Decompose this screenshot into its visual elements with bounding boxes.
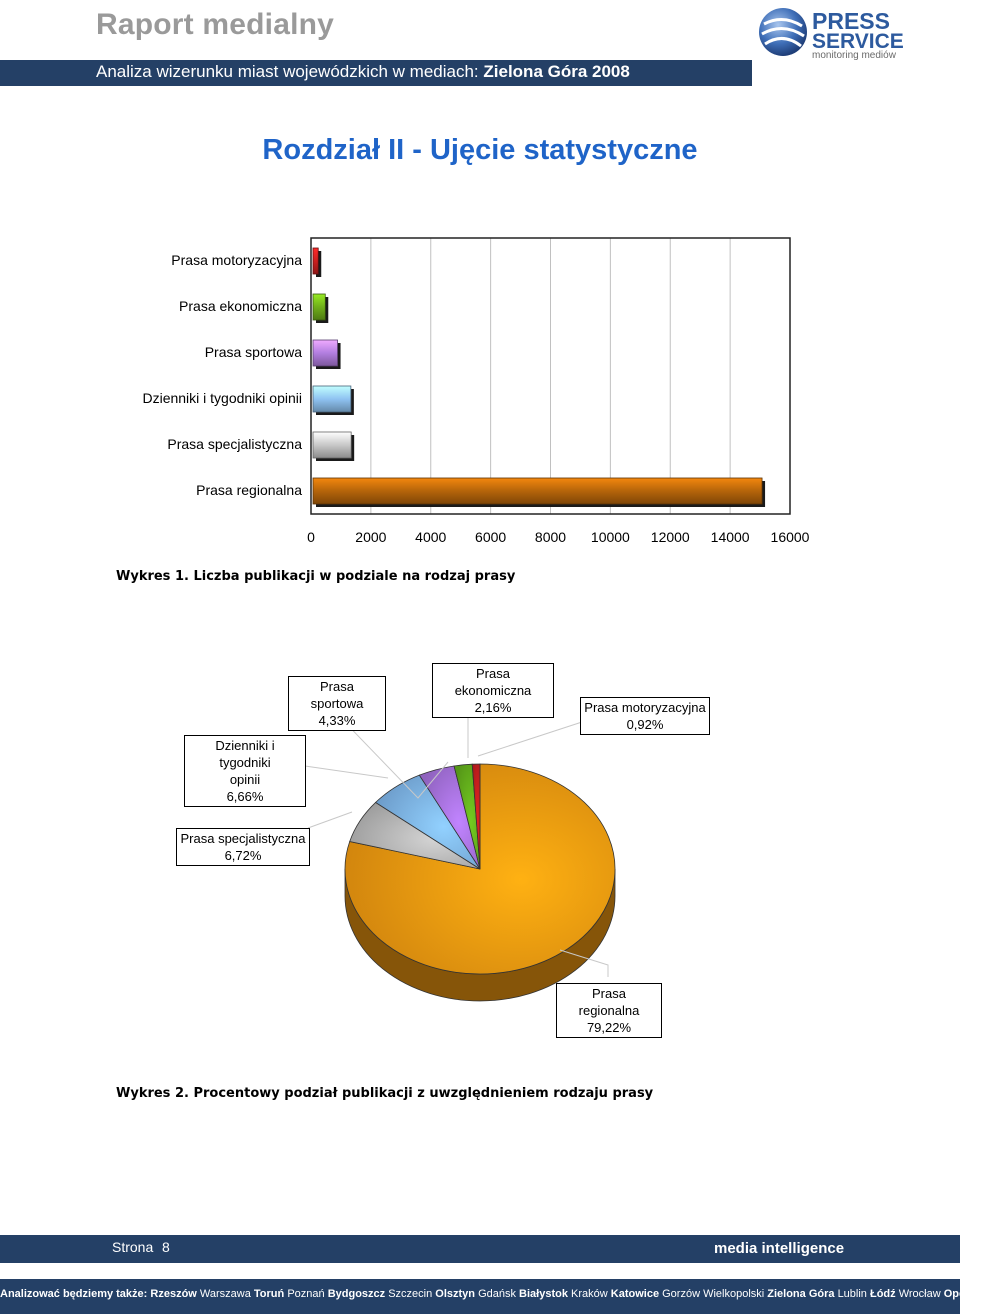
- bar-tick-label: 0: [307, 529, 315, 545]
- bar-category-label: Prasa sportowa: [204, 344, 302, 360]
- bar-chart: [0, 230, 960, 560]
- city-name: Kielce: [977, 1288, 1008, 1300]
- city-name: Bydgoszcz: [327, 1288, 389, 1300]
- pie-label-regionalna-pct: 79,22%: [586, 1020, 632, 1035]
- pie-label-motoryzacyjna: [580, 697, 710, 735]
- city-name: Lublin: [837, 1288, 870, 1300]
- pie-label-regionalna: [556, 983, 662, 1038]
- pie-label-sportowa-name: Prasa sportowa: [310, 679, 364, 711]
- header-subtitle-prefix: Analiza wizerunku miast wojewódzkich w mediach:: [96, 62, 484, 81]
- pie-label-dzienniki-name1: Dzienniki i tygodniki: [215, 738, 275, 770]
- city-name: Kraków: [571, 1288, 611, 1300]
- bar-tick-label: 10000: [590, 529, 630, 545]
- bar-category-label: Prasa specjalistyczna: [167, 436, 302, 452]
- city-name: Gorzów Wielkopolski: [662, 1288, 768, 1300]
- pie-label-specjalistyczna-pct: 6,72%: [224, 848, 262, 863]
- header-subtitle-city: Zielona Góra 2008: [483, 62, 630, 81]
- bar-dzienniki-i-tygodniki-opinii: [313, 386, 351, 412]
- pie-label-regionalna-name: Prasa regionalna: [578, 986, 640, 1018]
- bar-tick-label: 14000: [710, 529, 750, 545]
- cities-prefix: Analizować będziemy także:: [0, 1288, 151, 1300]
- bar-tick-label: 6000: [475, 529, 507, 545]
- city-name: Białystok: [519, 1288, 572, 1300]
- bar-tick-label: 2000: [355, 529, 387, 545]
- press-service-logo: [756, 4, 956, 60]
- footer-page-label: Strona: [112, 1239, 154, 1255]
- chapter-title: Rozdział II - Ujęcie statystyczne: [262, 134, 698, 166]
- pie-label-specjalistyczna: [176, 828, 310, 866]
- pie-label-dzienniki-name2: opinii: [229, 772, 261, 787]
- leader-line-motoryzacyjna: [478, 722, 582, 756]
- logo-text-service: SERVICE: [812, 30, 904, 53]
- bar-chart-plot: [0, 230, 960, 560]
- pie-chart: [0, 650, 960, 1035]
- header-subtitle: [96, 62, 630, 82]
- leader-line-dzienniki: [305, 766, 388, 778]
- bar-tick-label: 8000: [534, 529, 567, 545]
- city-name: Rzeszów: [150, 1288, 200, 1300]
- city-name: Toruń: [253, 1288, 288, 1300]
- city-name: Katowice: [610, 1288, 663, 1300]
- bar-tick-label: 16000: [770, 529, 810, 545]
- pie-label-motoryzacyjna-name: Prasa motoryzacyjna: [584, 700, 706, 715]
- pie-label-motoryzacyjna-pct: 0,92%: [626, 717, 664, 732]
- bar-category-label: Prasa regionalna: [196, 482, 302, 498]
- logo-text-press: PRESS: [812, 8, 890, 34]
- city-name: Warszawa: [199, 1288, 254, 1300]
- city-name: Szczecin: [388, 1288, 436, 1300]
- pie-label-specjalistyczna-name: Prasa specjalistyczna: [180, 831, 306, 846]
- bar-category-label: Dzienniki i tygodniki opinii: [142, 390, 302, 406]
- city-name: Wrocław: [898, 1288, 944, 1300]
- bar-tick-label: 4000: [415, 529, 447, 545]
- bar-prasa-regionalna: [313, 478, 762, 504]
- leader-line-specjalistyczna: [308, 812, 352, 828]
- city-name: Opole: [943, 1288, 978, 1300]
- pie-label-dzienniki: [184, 735, 306, 807]
- bar-prasa-specjalistyczna: [313, 432, 351, 458]
- bar-category-label: Prasa ekonomiczna: [179, 298, 302, 314]
- city-name: Zielona Góra: [767, 1288, 838, 1300]
- logo-graphic: [756, 4, 956, 60]
- cities-line: [0, 1288, 1008, 1300]
- footer-tagline: media intelligence: [714, 1240, 845, 1257]
- pie-label-ekonomiczna-pct: 2,16%: [474, 700, 512, 715]
- bar-prasa-motoryzacyjna: [313, 248, 318, 274]
- city-name: Poznań: [287, 1288, 328, 1300]
- bar-tick-label: 12000: [650, 529, 690, 545]
- pie-label-dzienniki-pct: 6,66%: [226, 789, 264, 804]
- report-title: Raport medialny: [96, 8, 335, 41]
- footer-page-number: 8: [162, 1239, 170, 1255]
- chart2-caption: Wykres 2. Procentowy podział publikacji z uwzględnieniem rodzaju prasy: [116, 1086, 654, 1101]
- bar-prasa-sportowa: [313, 340, 338, 366]
- city-name: Gdańsk: [478, 1288, 520, 1300]
- bar-prasa-ekonomiczna: [313, 294, 325, 320]
- city-name: Łódź: [869, 1288, 899, 1300]
- logo-text-monitoring: monitoring mediów: [812, 50, 896, 61]
- bar-category-label: Prasa motoryzacyjna: [171, 252, 302, 268]
- city-name: Olsztyn: [435, 1288, 479, 1300]
- pie-label-ekonomiczna: [432, 663, 554, 718]
- pie-label-sportowa-pct: 4,33%: [318, 713, 356, 728]
- pie-label-sportowa: [288, 676, 386, 731]
- chart1-caption: Wykres 1. Liczba publikacji w podziale na rodzaj prasy: [116, 569, 516, 584]
- pie-label-ekonomiczna-name: Prasa ekonomiczna: [454, 666, 532, 698]
